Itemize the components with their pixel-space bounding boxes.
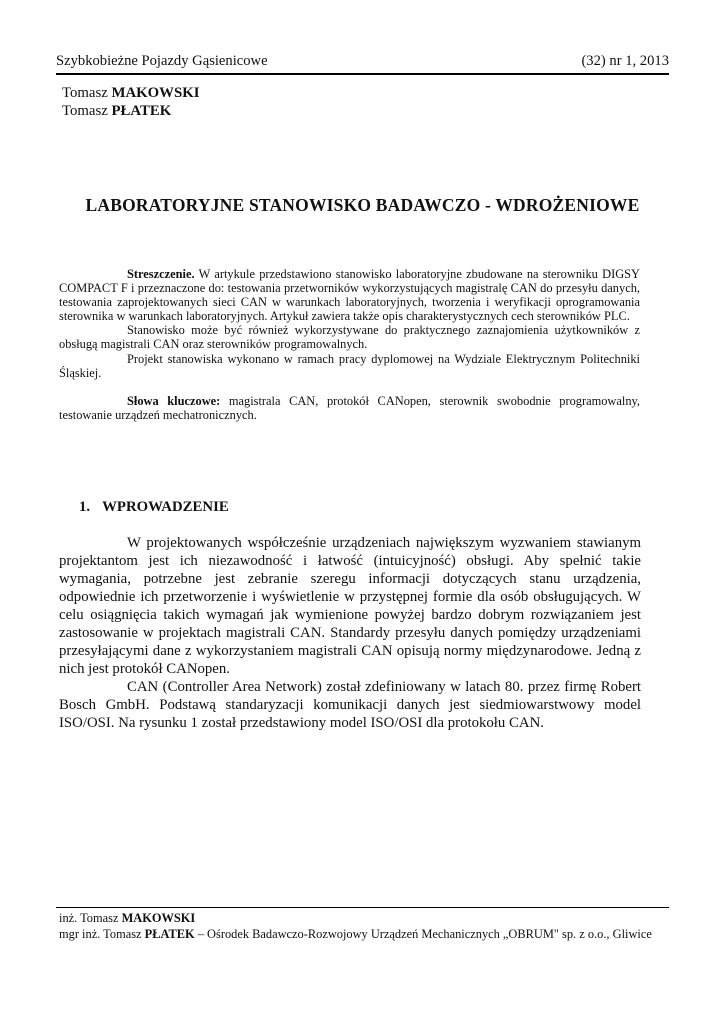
footer-affiliation: – Ośrodek Badawczo-Rozwojowy Urządzeń Mechanicznych „OBRUM" sp. z o.o., Gliwice: [194, 926, 652, 941]
body-paragraph: CAN (Controller Area Network) został zdefiniowany w latach 80. przez firmę Robert Bosch GmbH. Podstawą standaryzacji komunikacji danych jest siedmiowarstwowy model ISO/OSI. Na rysunku 1 został przedstawiony model ISO/OSI dla protokołu CAN.: [59, 679, 641, 731]
footer-line: [59, 911, 669, 927]
journal-issue: (32) nr 1, 2013: [581, 53, 669, 69]
journal-header: [56, 53, 669, 75]
journal-name: Szybkobieżne Pojazdy Gąsienicowe: [56, 53, 268, 69]
abstract-text: W artykule przedstawiono stanowisko laboratoryjne zbudowane na sterowniku DIGSY COMPACT F i przeznaczone do: testowania przetworników wykorzystujących magistralę CAN do przesyłu danych, testowania zaprojektowanych sieci CAN w warunkach laboratoryjnych, tworzenia i weryfikacji oprogramowania sterownika w warunkach laboratoryjnych. Artykuł zawiera także opis charakterystycznych cech sterowników PLC.: [59, 267, 640, 324]
footer-text: mgr inż. Tomasz: [59, 926, 145, 941]
footer-text: inż. Tomasz: [59, 911, 122, 925]
body-paragraph: W projektowanych współcześnie urządzeniach największym wyzwaniem stawianym projektantom jest ich niezawodność i łatwość (intuicyjność) obsługi. Aby spełnić takie wymagania, potrzebne jest zebranie szeregu informacji dotyczących stanu urządzenia, odpowiednie ich przetworzenie i wyświetlenie w przystępnej formie dla osób obsługujących. W celu osiągnięcia takich wymagań jak wymienione powyżej bardzo dobrym rozwiązaniem jest zastosowanie w projektach magistrali CAN. Standardy przesyłu danych pomiędzy urządzeniami przesyłającymi dane z wykorzystaniem magistrali CAN opisują normy międzynarodowe. Jedną z nich jest protokół CANopen.: [59, 535, 641, 677]
footer-author-name: MAKOWSKI: [121, 911, 196, 925]
author-first-name: Tomasz: [62, 103, 112, 119]
abstract-paragraph: [59, 267, 640, 323]
page-footer: [59, 911, 669, 942]
footer-author-name: PŁATEK: [144, 926, 195, 941]
author-first-name: Tomasz: [62, 85, 112, 101]
abstract-paragraph: Stanowisko może być również wykorzystywane do praktycznego zaznajomienia użytkowników z obsługą magistrali CAN oraz sterowników programowalnych.: [59, 323, 640, 352]
keywords-label: Słowa kluczowe:: [127, 393, 221, 408]
abstract-block: [59, 267, 640, 422]
paper-title: LABORATORYJNE STANOWISKO BADAWCZO - WDROŻENIOWE: [85, 195, 640, 215]
body-text: [59, 534, 641, 732]
author-list: [62, 84, 199, 120]
author-line: [62, 102, 199, 120]
footer-line: [59, 927, 669, 943]
footer-divider: [56, 907, 669, 908]
section-title: WPROWADZENIE: [102, 499, 229, 515]
keywords-paragraph: [59, 394, 640, 422]
abstract-paragraph: Projekt stanowiska wykonano w ramach pracy dyplomowej na Wydziale Elektrycznym Politechniki Śląskiej.: [59, 351, 640, 380]
section-heading: [79, 499, 229, 516]
keywords-text: magistrala CAN, protokół CANopen, sterownik swobodnie programowalny, testowanie urządzeń mechatronicznych.: [59, 393, 641, 422]
author-last-name: PŁATEK: [111, 103, 172, 119]
author-last-name: MAKOWSKI: [111, 85, 200, 101]
author-line: [62, 84, 199, 102]
section-number: 1.: [79, 499, 91, 515]
abstract-label: Streszczenie.: [127, 267, 195, 281]
